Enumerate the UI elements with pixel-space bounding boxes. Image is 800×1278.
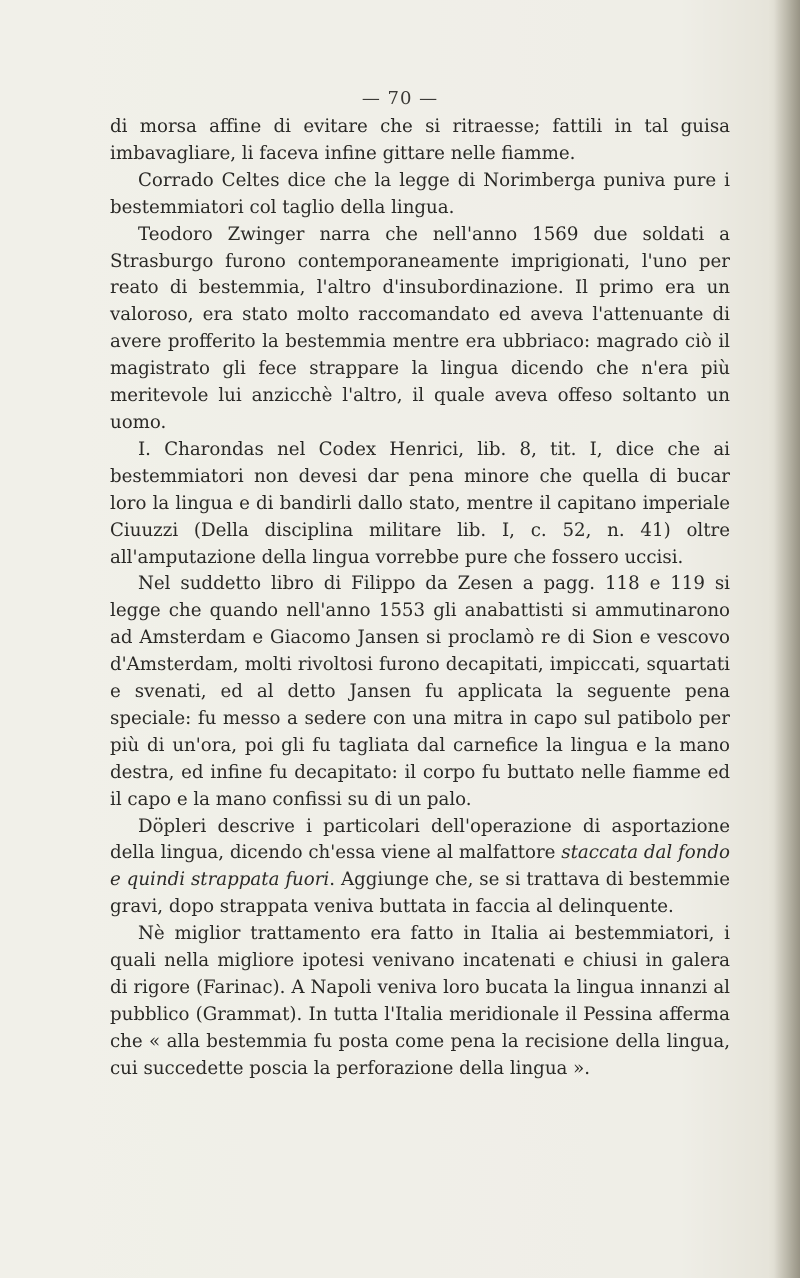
paragraph [110, 921, 730, 1082]
paragraph [110, 571, 730, 813]
paragraph [110, 222, 730, 437]
paragraph-text: Döpleri descrive i particolari dell'operazione di asportazione della lingua, dicendo ch'essa viene al malfattore [110, 815, 730, 864]
paragraph [110, 168, 730, 222]
paragraph-text: I. Charondas nel Codex Henrici, lib. 8, tit. I, dice che ai bestemmiatori non devesi dar pena minore che quella di bucar loro la lingua e di bandirli dallo stato, mentre il capitano imperiale Ciuuzzi (Della disciplina militare lib. I, c. 52, n. 41) oltre all'amputazione della lingua vorrebbe pure che fossero uccisi. [110, 438, 730, 568]
page-number: — 70 — [361, 88, 439, 109]
italic-phrase: staccata dal fondo e quindi strappata fuori [110, 842, 730, 891]
paragraph-text: Teodoro Zwinger narra che nell'anno 1569 due soldati a Strasburgo furono contemporaneamente imprigionati, l'uno per reato di bestemmia, l'altro d'insubordinazione. Il primo era un valoroso, era stato molto raccomandato ed aveva l'attenuante di avere profferito la bestemmia mentre era ubbriaco: magrado ciò il magistrato gli fece strappare la lingua dicendo che n'era più meritevole lui anzicchè l'altro, il quale aveva offeso soltanto un uomo. [110, 223, 730, 433]
page-edge-shadow [774, 0, 800, 1278]
paragraph [110, 437, 730, 572]
paragraph [110, 814, 730, 922]
paragraph [110, 114, 730, 168]
body-text [110, 114, 730, 1083]
paragraph-text: . Aggiunge che, se si trattava di bestemmie gravi, dopo strappata veniva buttata in faccia al delinquente. [110, 869, 731, 918]
paragraph-text: Nè miglior trattamento era fatto in Italia ai bestemmiatori, i quali nella migliore ipotesi venivano incatenati e chiusi in galera di rigore (Farinac). A Napoli veniva loro bucata la lingua innanzi al pubblico (Grammat). In tutta l'Italia meridionale il Pessina afferma che « alla bestemmia fu posta come pena la recisione della lingua, cui succedette poscia la perforazione della lingua ». [110, 923, 730, 1079]
paragraph-text: Nel suddetto libro di Filippo da Zesen a pagg. 118 e 119 si legge che quando nell'anno 1553 gli anabattisti si ammutinarono ad Amsterdam e Giacomo Jansen si proclamò re di Sion e vescovo d'Amsterdam, molti rivoltosi furono decapitati, impiccati, squartati e svenati, ed al detto Jansen fu applicata la seguente pena speciale: fu messo a sedere con una mitra in capo sul patibolo per più di un'ora, poi gli fu tagliata dal carnefice la lingua e la mano destra, ed infine fu decapitato: il corpo fu buttato nelle fiamme ed il capo e la mano confissi su di un palo. [110, 573, 730, 810]
paragraph-text: Corrado Celtes dice che la legge di Norimberga puniva pure i bestemmiatori col taglio della lingua. [110, 169, 730, 218]
paragraph-text: di morsa affine di evitare che si ritraesse; fattili in tal guisa imbavagliare, li faceva infine gittare nelle fiamme. [110, 116, 730, 164]
